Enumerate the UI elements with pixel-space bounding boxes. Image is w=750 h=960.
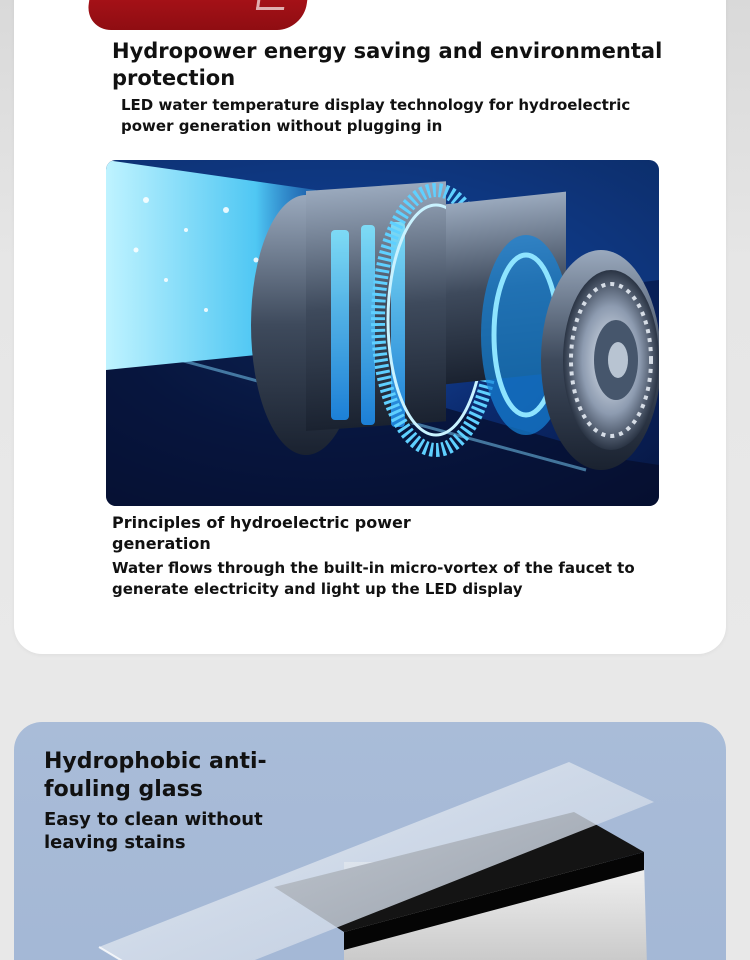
- badge-glyph-icon: [256, 0, 286, 10]
- hydropower-title: Hydropower energy saving and environmental protection: [112, 39, 663, 90]
- red-title-badge: [85, 0, 313, 30]
- glass-title: Hydrophobic anti-fouling glass: [44, 749, 267, 802]
- generator-illustration: [106, 160, 659, 506]
- hydropower-subtitle: LED water temperature display technology for hydroelectric power generation without plugging in: [121, 96, 631, 135]
- glass-card: [14, 722, 726, 960]
- principle-title: Principles of hydroelectric power generation: [112, 513, 411, 553]
- principle-description: Water flows through the built-in micro-vortex of the faucet to generate electricity and light up the LED display: [112, 559, 635, 598]
- glass-subtitle: Easy to clean without leaving stains: [44, 809, 263, 853]
- hydro-generator-image: [106, 160, 659, 506]
